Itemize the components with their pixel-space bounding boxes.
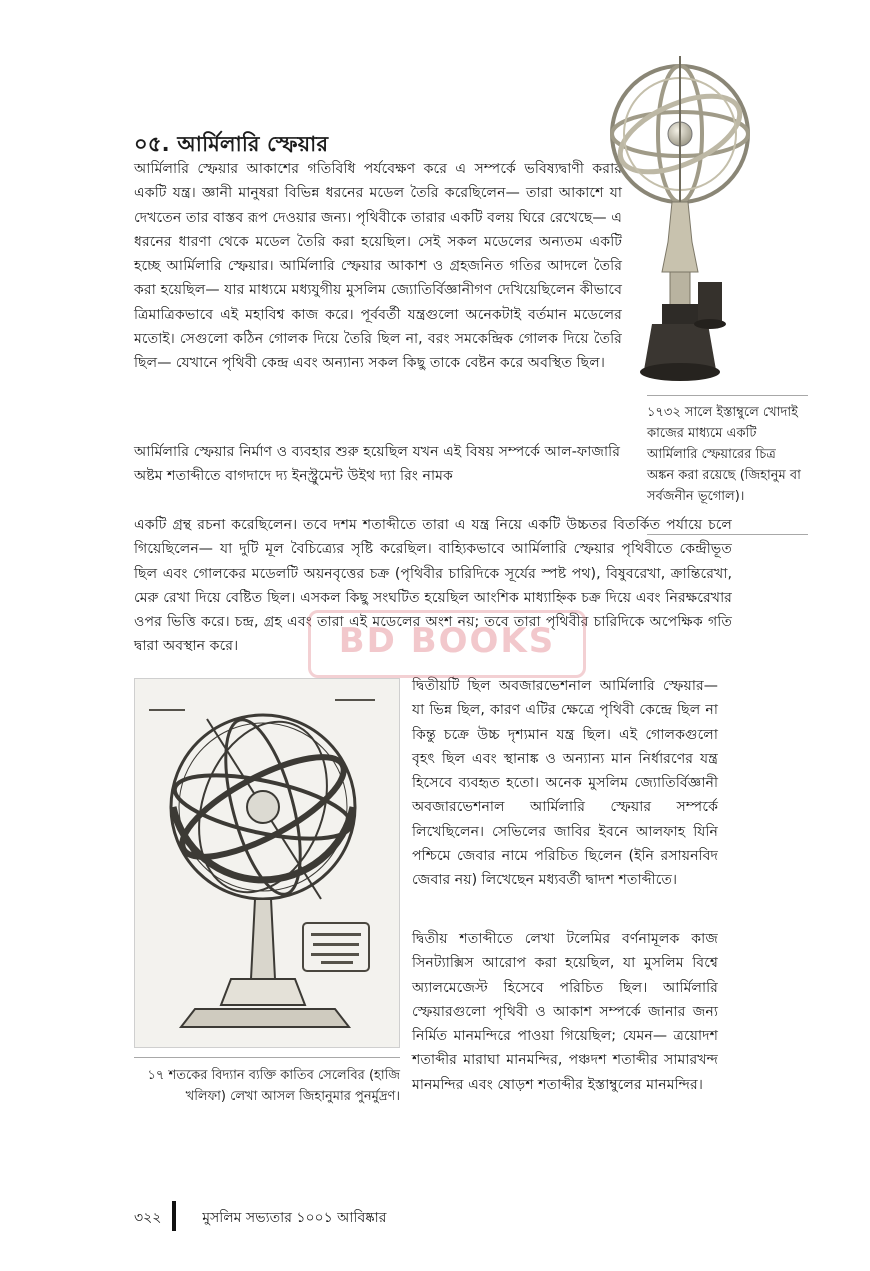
paragraph-observational-sphere: দ্বিতীয়টি ছিল অবজারভেশনাল আর্মিলারি স্ফেয়ার— যা ভিন্ন ছিল, কারণ এটির ক্ষেত্রে পৃথিবী কেন্দ্রে ছিল না কিন্তু চক্রে উচ্চ দৃশ্যমান যন্ত্র ছিল। এই গোলকগুলো বৃহৎ ছিল এবং স্থানাঙ্ক ও অন্যান্য মান নির্ধারণের যন্ত্র হিসেবে ব্যবহৃত হতো। অনেক মুসলিম জ্যোতির্বিজ্ঞানী অবজারভেশনাল আর্মিলারি স্ফেয়ার সম্পর্কে লিখেছিলেন। সেভিলের জাবির ইবনে আলফাহ যিনি পশ্চিমে জেবার নামে পরিচিত ছিলেন (ইনি রসায়নবিদ জেবার নয়) লিখেছেন মধ্যবর্তী দ্বাদশ শতাব্দীতে। [412, 678, 718, 889]
caption-rule-bottom [647, 534, 808, 535]
watermark: BD BOOKS [308, 610, 586, 678]
engraving-caption-rule [134, 1057, 400, 1058]
paragraph-ptolemy: দ্বিতীয় শতাব্দীতে লেখা টলেমির বর্ণনামূলক কাজ সিনট্যাক্সিস আরোপ করা হয়েছিল, যা মুসলিম বিশ্বে অ্যালমেজেস্ট হিসেবে পরিচিত ছিল। আর্মিলারি স্ফেয়ারগুলো পৃথিবী ও আকাশ সম্পর্কে জানার জন্য নির্মিত মানমন্দিরে পাওয়া গিয়েছিল; যেমন— ত্রয়োদশ শতাব্দীর মারাঘা মানমন্দির, পঞ্চদশ শতাব্দীর সামারখন্দ মানমন্দির এবং ষোড়শ শতাব্দীর ইস্তাম্বুলের মানমন্দির। [412, 931, 718, 1093]
footer-divider [172, 1201, 176, 1231]
section-title: ০৫. আর্মিলারি স্ফেয়ার [134, 132, 329, 156]
book-title: মুসলিম সভ্যতার ১০০১ আবিষ্কার [202, 1210, 387, 1226]
caption-rule-top [647, 395, 808, 396]
photo-caption: ১৭৩২ সালে ইস্তাম্বুলে খোদাই কাজের মাধ্যমে একটি আর্মিলারি স্ফেয়ারের চিত্র অঙ্কন করা রয়েছে (জিহানুম বা সর্বজনীন ভূগোল)। [647, 405, 801, 504]
paragraph-construction: আর্মিলারি স্ফেয়ার নির্মাণ ও ব্যবহার শুরু হয়েছিল যখন এই বিষয় সম্পর্কে আল-ফাজারি অষ্টম শতাব্দীতে বাগদাদে দ্য ইনস্ট্রুমেন্ট উইথ দ্যা রিং নামক [134, 444, 620, 485]
engraving-caption: ১৭ শতকের বিদ্যান ব্যক্তি কাতিব সেলেবির (হাজি খলিফা) লেখা আসল জিহানুমার পুনর্মুদ্রণ। [147, 1068, 400, 1104]
page-number: ৩২২ [134, 1210, 162, 1226]
armillary-sphere-engraving [134, 678, 400, 1048]
paragraph-construction-continued: একটি গ্রন্থ রচনা করেছিলেন। তবে দশম শতাব্দীতে তারা এ যন্ত্র নিয়ে একটি উচ্চতর বিতর্কিত পর্যায়ে চলে গিয়েছিলেন— যা দুটি মূল বৈচিত্র্যের সৃষ্টি করেছিল। বাহ্যিকভাবে আর্মিলারি স্ফেয়ার পৃথিবীতে কেন্দ্রীভূত ছিল এবং গোলকের মডেলটি অয়নবৃত্তের চক্র (পৃথিবীর চারিদিকে সূর্যের স্পষ্ট পথ), বিষুবরেখা, ক্রান্তিরেখা, মেরু রেখা দিয়ে বেষ্টিত ছিল। এসকল কিছু সংঘটিত হয়েছিল আংশিক মাধ্যাহ্নিক চক্র দিয়ে এবং নিরক্ষরেখার ওপর ভিত্তি করে। চন্দ্র, গ্রহ এবং তারা এই মডেলের অংশ নয়; তবে তারা পৃথিবীর চারিদিকে অপেক্ষিক গতি দ্বারা অবস্থান করে। [134, 517, 732, 655]
paragraph-intro: আর্মিলারি স্ফেয়ার আকাশের গতিবিধি পর্যবেক্ষণ করে এ সম্পর্কে ভবিষ্যদ্বাণী করার একটি যন্ত্র। জ্ঞানী মানুষরা বিভিন্ন ধরনের মডেল তৈরি করেছিলেন— তারা আকাশে যা দেখতেন তার বাস্তব রূপ দেওয়ার জন্য। পৃথিবীকে তারার একটি বলয় ঘিরে রেখেছে— এ ধরনের ধারণা থেকে মডেল তৈরি করা হয়েছিল। সেই সকল মডেলের অন্যতম একটি হচ্ছে আর্মিলারি স্ফেয়ার। আর্মিলারি স্ফেয়ার আকাশ ও গ্রহজনিত গতির আদলে তৈরি করা হয়েছিল— যার মাধ্যমে মধ্যযুগীয় মুসলিম জ্যোতির্বিজ্ঞানীগণ দেখিয়েছিলেন কীভাবে ত্রিমাত্রিকভাবে এই মহাবিশ্ব কাজ করে। পূর্ববর্তী যন্ত্রগুলো অনেকটাই বর্তমান মডেলের মতোই। সেগুলো কঠিন গোলক দিয়ে তৈরি ছিল না, বরং সমকেন্দ্রিক গোলক দিয়ে তৈরি ছিল— যেখানে পৃথিবী কেন্দ্র এবং অন্যান্য সকল কিছু তাকে বেষ্টন করে অবস্থিত ছিল। [134, 161, 622, 372]
armillary-sphere-photo [594, 52, 770, 386]
